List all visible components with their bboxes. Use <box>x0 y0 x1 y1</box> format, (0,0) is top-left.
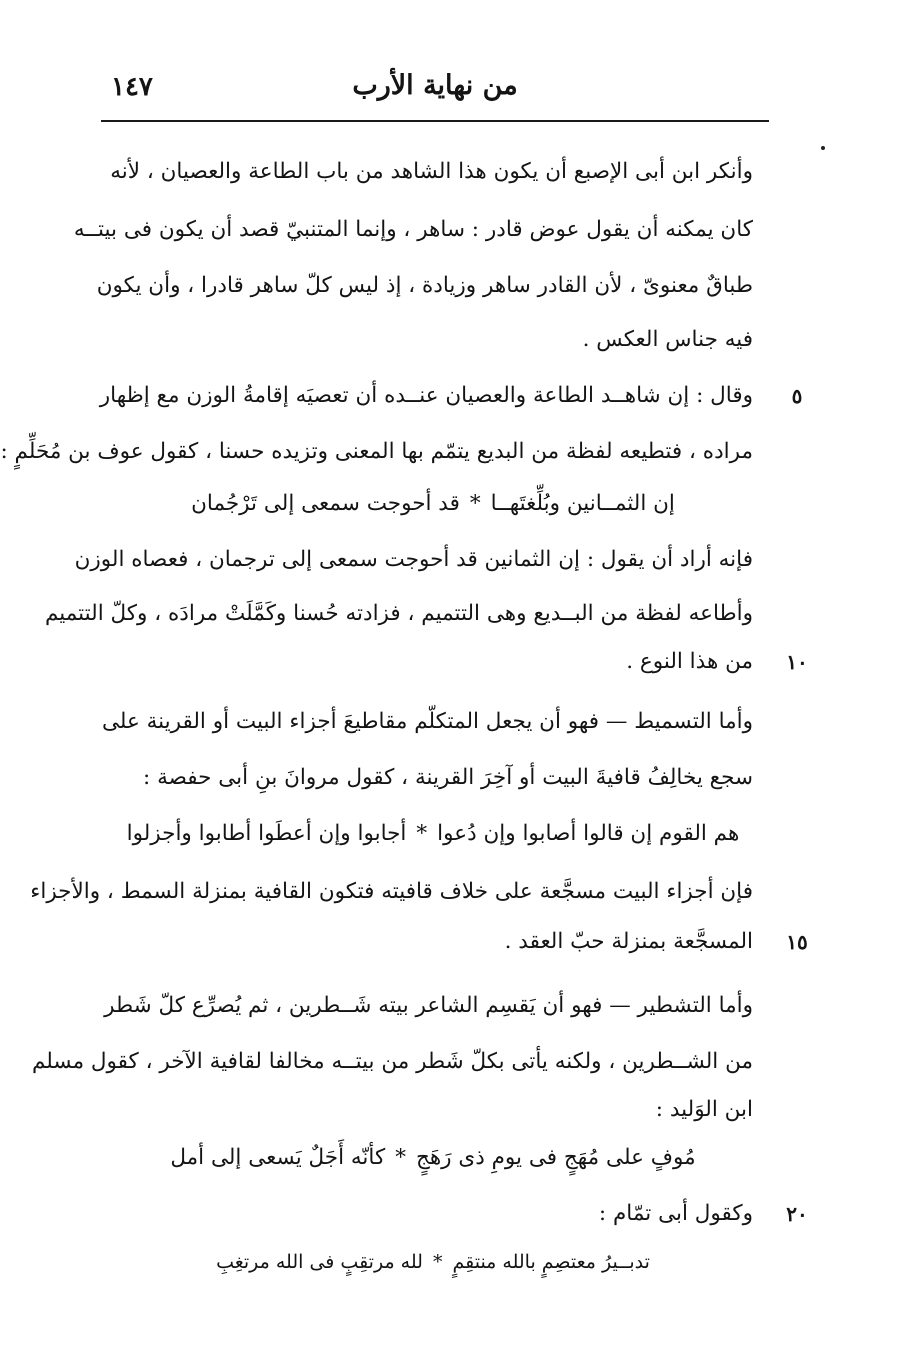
text-line: من هذا النوع . <box>626 649 753 674</box>
text-line: سجع يخالِفُ قافيةَ البيت أو آخِرَ القرينة ، كقول مروانَ بنِ أبى حفصة : <box>143 765 753 790</box>
text-line: وأنكر ابن أبى الإصبع أن يكون هذا الشاهد من باب الطاعة والعصيان ، لأنه <box>110 159 753 184</box>
verse-line <box>113 482 753 526</box>
verse-first-hemistich: إن الثمــانين وبُلِّغتَهــا <box>490 491 675 516</box>
running-title: من نهاية الأرب <box>352 70 518 101</box>
verse-line <box>113 1136 753 1180</box>
text-line: من الشــطرين ، ولكنه يأتى بكلّ شَطر من بيتــه مخالفا لقافية الآخر ، كقول مسلم <box>31 1049 753 1074</box>
line-number-10: ١٠ <box>786 650 808 674</box>
text-line: وأما التسميط — فهو أن يجعل المتكلّم مقاطيعَ أجزاء البيت أو القرينة على <box>101 709 753 734</box>
verse-first-hemistich: تدبــيرُ معتصِمٍ بالله منتقِمٍ <box>452 1251 650 1273</box>
verse-second-hemistich: قد أحوجت سمعى إلى تَرْجُمان <box>191 491 460 516</box>
text-line: كان يمكنه أن يقول عوض قادر : ساهر ، وإنما المتنبيّ قصد أن يكون فى بيتــه <box>73 217 753 242</box>
verse-first-hemistich: مُوفٍ على مُهَجٍ فى يومِ ذى رَهَجٍ <box>415 1145 696 1170</box>
line-number-5: ٥ <box>791 384 803 408</box>
text-line: فإن أجزاء البيت مسجَّعة على خلاف قافيته فتكون القافية بمنزلة السمط ، والأجزاء <box>30 879 753 904</box>
verse-first-hemistich: هم القوم إن قالوا أصابوا وإن دُعوا <box>437 821 740 846</box>
page-header <box>105 68 765 116</box>
verse-separator: * <box>416 821 428 846</box>
text-line: وأطاعه لفظة من البــديع وهى التتميم ، فزادته حُسنا وكَمَّلَتْ مرادَه ، وكلّ التتميم <box>44 601 753 626</box>
text-line: وكقول أبى تمّام : <box>598 1201 753 1226</box>
header-rule <box>101 120 769 122</box>
verse-second-hemistich: أجابوا وإن أعطَوا أطابوا وأجزلوا <box>126 821 407 846</box>
margin-dot <box>821 146 825 150</box>
book-page <box>1 0 903 1350</box>
verse-separator: * <box>395 1145 406 1170</box>
line-number-20: ٢٠ <box>786 1202 808 1226</box>
verse-line <box>113 812 753 856</box>
text-line: فيه جناس العكس . <box>582 327 753 352</box>
text-line: طباقٌ معنوىّ ، لأن القادر ساهر وزيادة ، إذ ليس كلّ ساهر قادرا ، وأن يكون <box>96 273 753 298</box>
verse-line <box>113 1240 753 1284</box>
text-line: وقال : إن شاهــد الطاعة والعصيان عنــده أن تعصيَه إقامةُ الوزن مع إظهار <box>99 383 753 408</box>
text-line: فإنه أراد أن يقول : إن الثمانين قد أحوجت سمعى إلى ترجمان ، فعصاه الوزن <box>74 547 753 572</box>
text-line: وأما التشطير — فهو أن يَقسِم الشاعر بيته شَــطرين ، ثم يُصرِّع كلّ شَطر <box>104 993 753 1018</box>
text-line: مراده ، فتطيعه لفظة من البديع يتمّم بها المعنى وتزيده حسنا ، كقول عوف بن مُحَلِّمٍ : <box>0 439 753 464</box>
verse-separator: * <box>432 1251 443 1273</box>
verse-separator: * <box>469 491 481 516</box>
verse-second-hemistich: لله مرتقِبٍ فى الله مرتغِبِ <box>216 1251 423 1273</box>
verse-second-hemistich: كأنّه أَجَلٌ يَسعى إلى أمل <box>170 1145 386 1170</box>
text-line: المسجَّعة بمنزلة حبّ العقد . <box>504 929 753 954</box>
text-line: ابن الوَليد : <box>655 1097 753 1122</box>
page-number: ١٤٧ <box>111 72 153 102</box>
line-number-15: ١٥ <box>786 930 808 954</box>
